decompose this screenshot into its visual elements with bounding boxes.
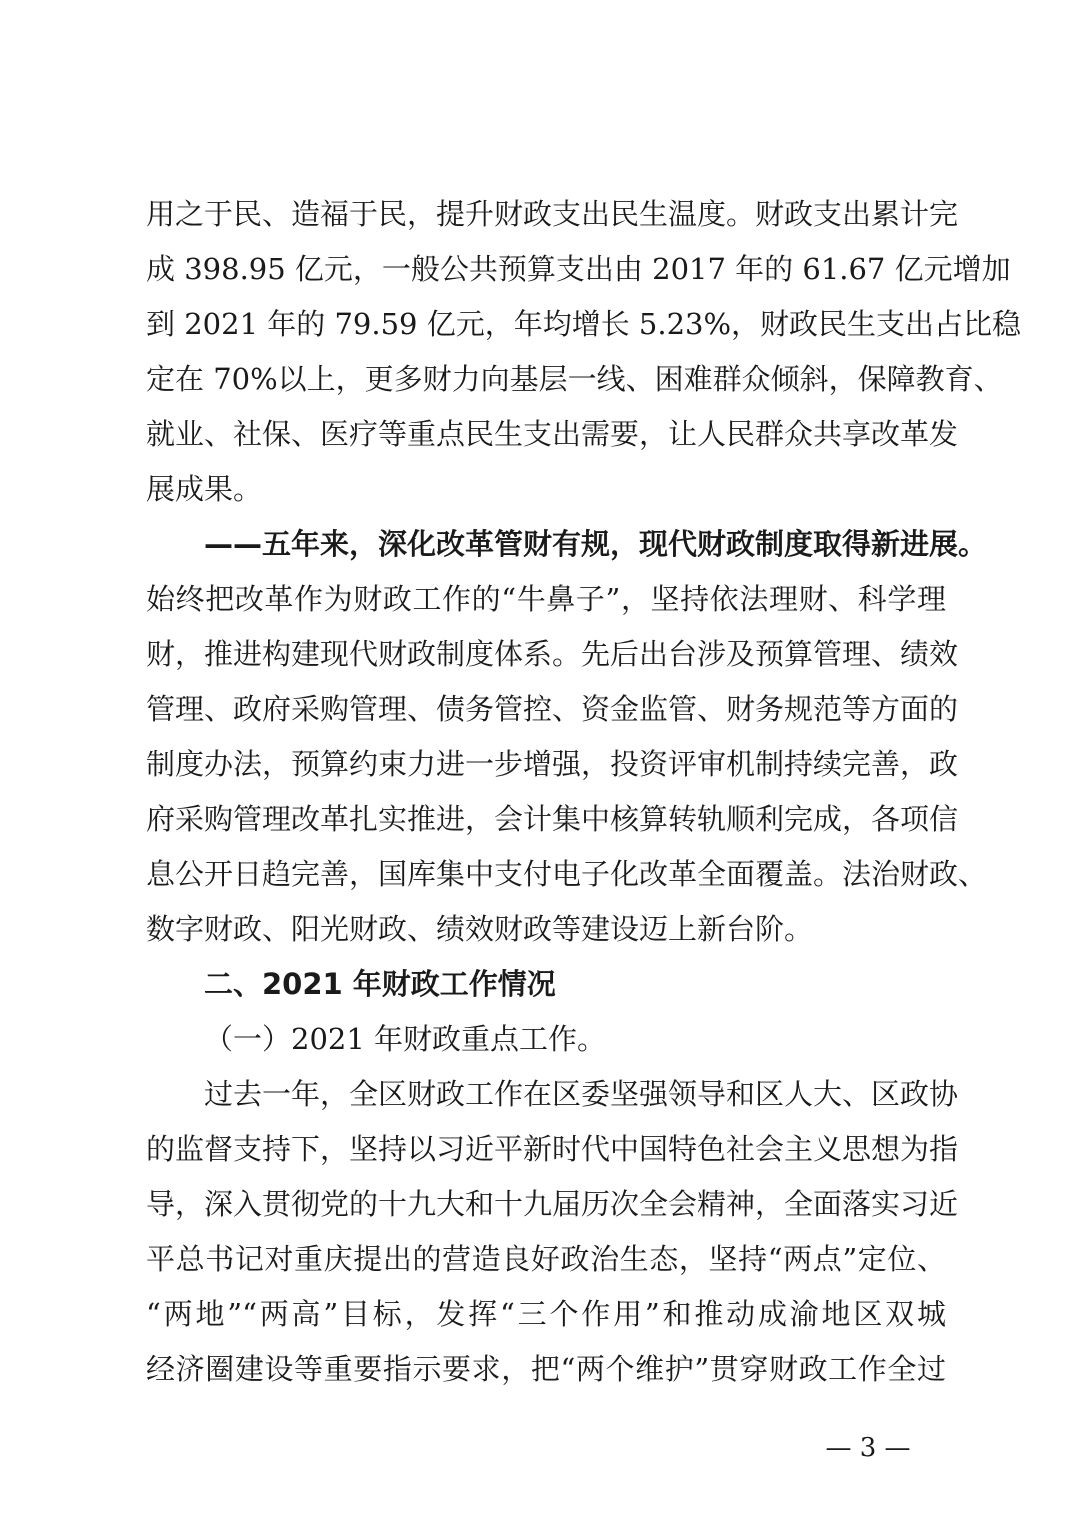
body-text-line: 用之于民、造福于民，提升财政支出民生温度。财政支出累计完 xyxy=(146,197,959,231)
body-text-line: 成 398.95 亿元，一般公共预算支出由 2017 年的 61.67 亿元增加 xyxy=(146,252,1011,286)
body-text-line: 就业、社保、医疗等重点民生支出需要，让人民群众共享改革发 xyxy=(146,417,959,451)
page-number: — 3 — xyxy=(825,1433,911,1463)
section-heading: 二、2021 年财政工作情况 xyxy=(204,967,556,1001)
body-text-line: 数字财政、阳光财政、绩效财政等建设迈上新台阶。 xyxy=(146,912,814,946)
body-text-line: 展成果。 xyxy=(146,472,263,506)
body-text-line: 府采购管理改革扎实推进，会计集中核算转轨顺利完成，各项信 xyxy=(146,802,959,836)
body-text-line: 的监督支持下，坚持以习近平新时代中国特色社会主义思想为指 xyxy=(146,1132,959,1166)
body-text-line: 导，深入贯彻党的十九大和十九届历次全会精神，全面落实习近 xyxy=(146,1187,959,1221)
body-text-line: 到 2021 年的 79.59 亿元，年均增长 5.23%，财政民生支出占比稳 xyxy=(146,307,1022,341)
body-text-line: 经济圈建设等重要指示要求，把“两个维护”贯穿财政工作全过 xyxy=(146,1352,946,1386)
body-text-line: 定在 70%以上，更多财力向基层一线、困难群众倾斜，保障教育、 xyxy=(146,362,1003,396)
body-text-line: 财，推进构建现代财政制度体系。先后出台涉及预算管理、绩效 xyxy=(146,637,959,671)
body-text-line: 始终把改革作为财政工作的“牛鼻子”，坚持依法理财、科学理 xyxy=(146,582,946,616)
body-text-line: 平总书记对重庆提出的营造良好政治生态，坚持“两点”定位、 xyxy=(146,1242,946,1276)
section-lead-line: ——五年来，深化改革管财有规，现代财政制度取得新进展。 xyxy=(204,527,988,561)
body-text-line: 管理、政府采购管理、债务管控、资金监管、财务规范等方面的 xyxy=(146,692,959,726)
body-text-line: 息公开日趋完善，国库集中支付电子化改革全面覆盖。法治财政、 xyxy=(146,857,988,891)
body-text-line: 过去一年，全区财政工作在区委坚强领导和区人大、区政协 xyxy=(204,1077,959,1111)
body-text-line: “两地”“两高”目标，发挥“三个作用”和推动成渝地区双城 xyxy=(146,1297,946,1331)
subsection-heading: （一）2021 年财政重点工作。 xyxy=(204,1022,607,1056)
body-text-line: 制度办法，预算约束力进一步增强，投资评审机制持续完善，政 xyxy=(146,747,959,781)
